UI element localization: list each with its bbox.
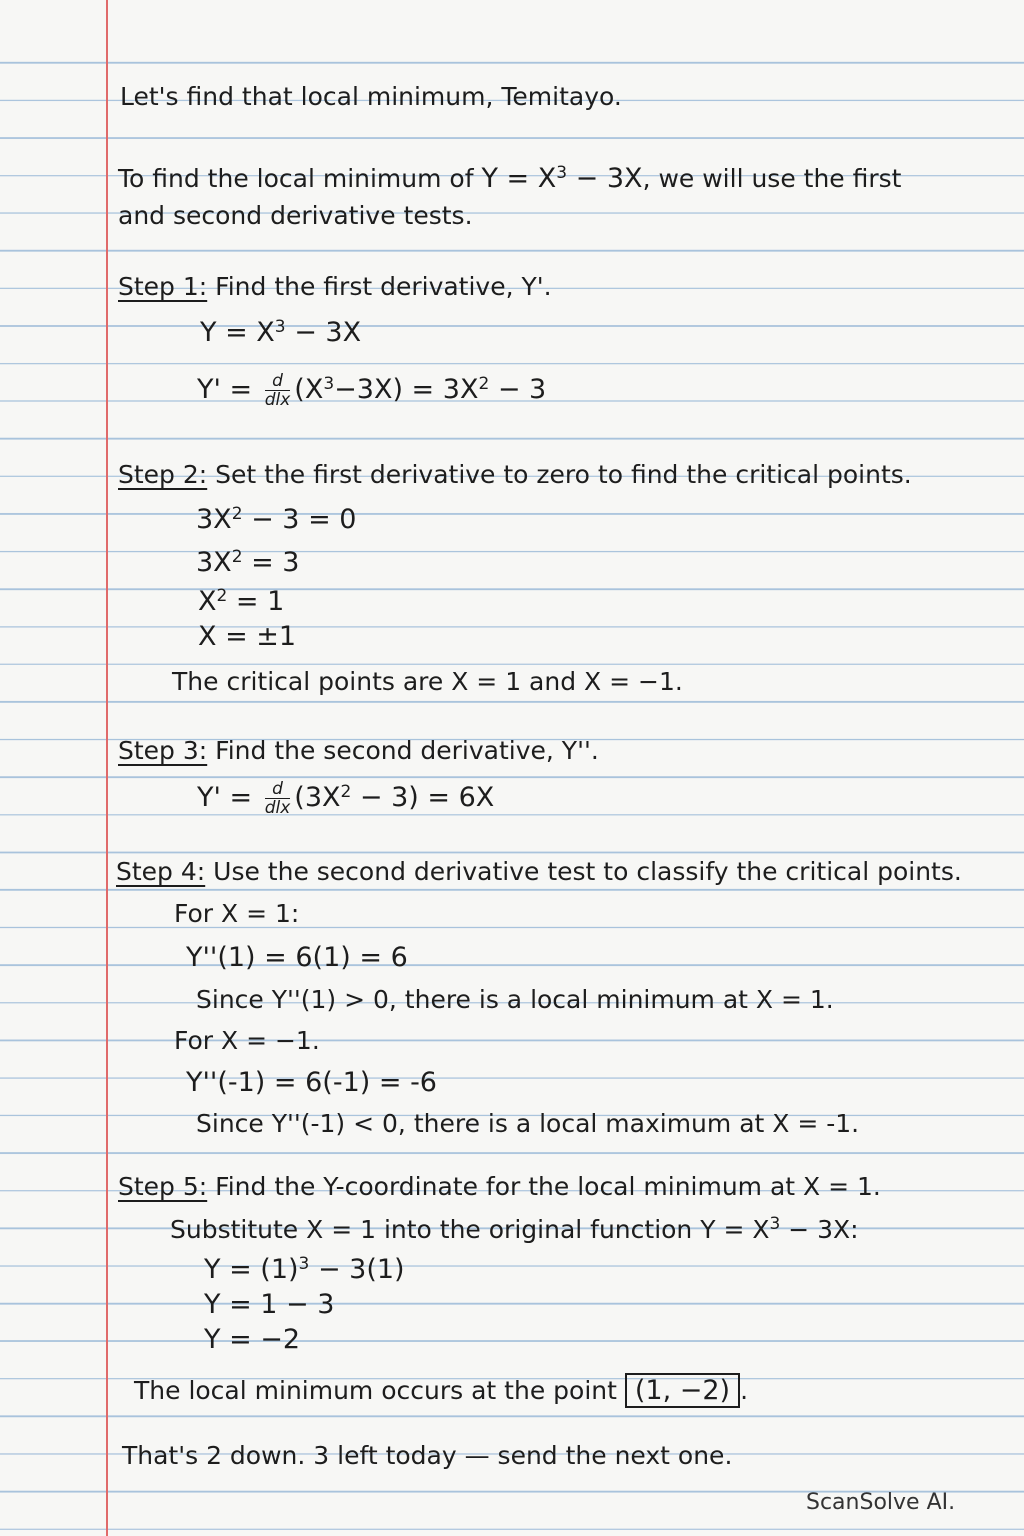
eq-part: − 3(1) [309, 1254, 405, 1285]
step4-label: Step 4: [116, 857, 206, 886]
step2-line4: X = ±1 [198, 621, 297, 652]
eq-part: − 3X [285, 317, 362, 348]
eq-part: Y = X [481, 163, 557, 194]
greeting [120, 82, 622, 112]
exponent: 2 [478, 374, 490, 394]
eq-part: 3X [196, 547, 232, 578]
step1-heading [118, 272, 552, 302]
intro-line-1 [118, 164, 902, 194]
eq-part: − 3 [489, 374, 547, 405]
step1-eq2 [197, 372, 546, 409]
eq-part: Y = X [200, 317, 275, 348]
step4-text: Use the second derivative test to classify the critical points. [205, 857, 962, 886]
step5-heading [118, 1172, 881, 1202]
intro-text: , we will use the first [642, 164, 902, 193]
step5-line3: Y = −2 [204, 1324, 301, 1355]
eq-part: = 3 [242, 547, 300, 578]
step5-line1 [204, 1255, 405, 1285]
step2-text: Set the first derivative to zero to find the critical points. [207, 460, 912, 489]
step4-calc2: Y''(-1) = 6(-1) = -6 [186, 1067, 437, 1098]
exponent: 2 [231, 504, 243, 524]
step5-text: Find the Y-coordinate for the local minimum at X = 1. [207, 1172, 881, 1201]
step2-line2 [196, 548, 299, 578]
eq-part: X [198, 586, 217, 617]
step4-calc1: Y''(1) = 6(1) = 6 [186, 942, 408, 973]
step5-substitute [170, 1215, 859, 1245]
frac-denominator: dlx [264, 390, 291, 410]
step3-heading [118, 736, 599, 766]
exponent: 3 [769, 1214, 781, 1234]
step3-eq [197, 780, 494, 817]
intro-equation [481, 163, 642, 194]
step5-label: Step 5: [118, 1172, 208, 1201]
answer-line [134, 1376, 748, 1406]
greeting-text: Let's find that local minimum, Temitayo. [120, 82, 622, 111]
step2-conclusion: The critical points are X = 1 and X = −1. [172, 667, 683, 696]
eq-part: (X [294, 374, 324, 405]
margin-line [106, 0, 108, 1536]
frac-denominator: dlx [264, 798, 291, 818]
eq-part: Substitute X = 1 into the original function Y = X [170, 1215, 770, 1244]
step4-since1: Since Y''(1) > 0, there is a local minimum at X = 1. [196, 985, 834, 1014]
eq-part: − 3) = 6X [351, 782, 495, 813]
step4-heading [116, 857, 962, 887]
step2-line3 [198, 587, 284, 617]
step1-eq1 [200, 318, 361, 348]
derivative-fraction [265, 780, 291, 817]
step1-text: Find the first derivative, Y'. [207, 272, 552, 301]
exponent: 3 [274, 317, 286, 337]
exponent: 3 [556, 163, 568, 183]
intro-text: To find the local minimum of [118, 164, 482, 193]
eq-part: Y = (1) [204, 1254, 299, 1285]
exponent: 2 [340, 782, 352, 802]
step2-heading [118, 460, 912, 490]
frac-numerator: d [265, 372, 291, 391]
exponent: 2 [216, 586, 228, 606]
eq-part: −3X) = 3X [334, 374, 479, 405]
signature: ScanSolve AI. [806, 1490, 956, 1515]
step2-label: Step 2: [118, 460, 208, 489]
eq-part: (3X [294, 782, 341, 813]
step5-line2: Y = 1 − 3 [204, 1289, 335, 1320]
eq-part: − 3X [567, 163, 643, 194]
step4-since2: Since Y''(-1) < 0, there is a local maximum at X = -1. [196, 1109, 860, 1138]
eq-part: = 1 [227, 586, 285, 617]
answer-period: . [740, 1376, 749, 1405]
step3-text: Find the second derivative, Y''. [207, 736, 599, 765]
step1-label: Step 1: [118, 272, 208, 301]
step2-line1 [196, 505, 356, 535]
exponent: 3 [323, 374, 335, 394]
step4-for2: For X = −1. [174, 1026, 320, 1055]
step4-for1: For X = 1: [174, 899, 300, 928]
exponent: 2 [231, 547, 243, 567]
answer-text: The local minimum occurs at the point [134, 1376, 625, 1405]
intro-line-2: and second derivative tests. [118, 201, 473, 230]
frac-numerator: d [265, 780, 291, 799]
eq-part: Y' = [197, 374, 261, 405]
derivative-fraction [265, 372, 291, 409]
boxed-answer: (1, −2) [625, 1373, 740, 1408]
eq-part: Y' = [197, 782, 261, 813]
eq-part: − 3X: [780, 1215, 859, 1244]
step3-label: Step 3: [118, 736, 208, 765]
closing-line: That's 2 down. 3 left today — send the next one. [122, 1441, 733, 1470]
exponent: 3 [298, 1254, 310, 1274]
eq-part: 3X [196, 504, 232, 535]
eq-part: − 3 = 0 [242, 504, 357, 535]
